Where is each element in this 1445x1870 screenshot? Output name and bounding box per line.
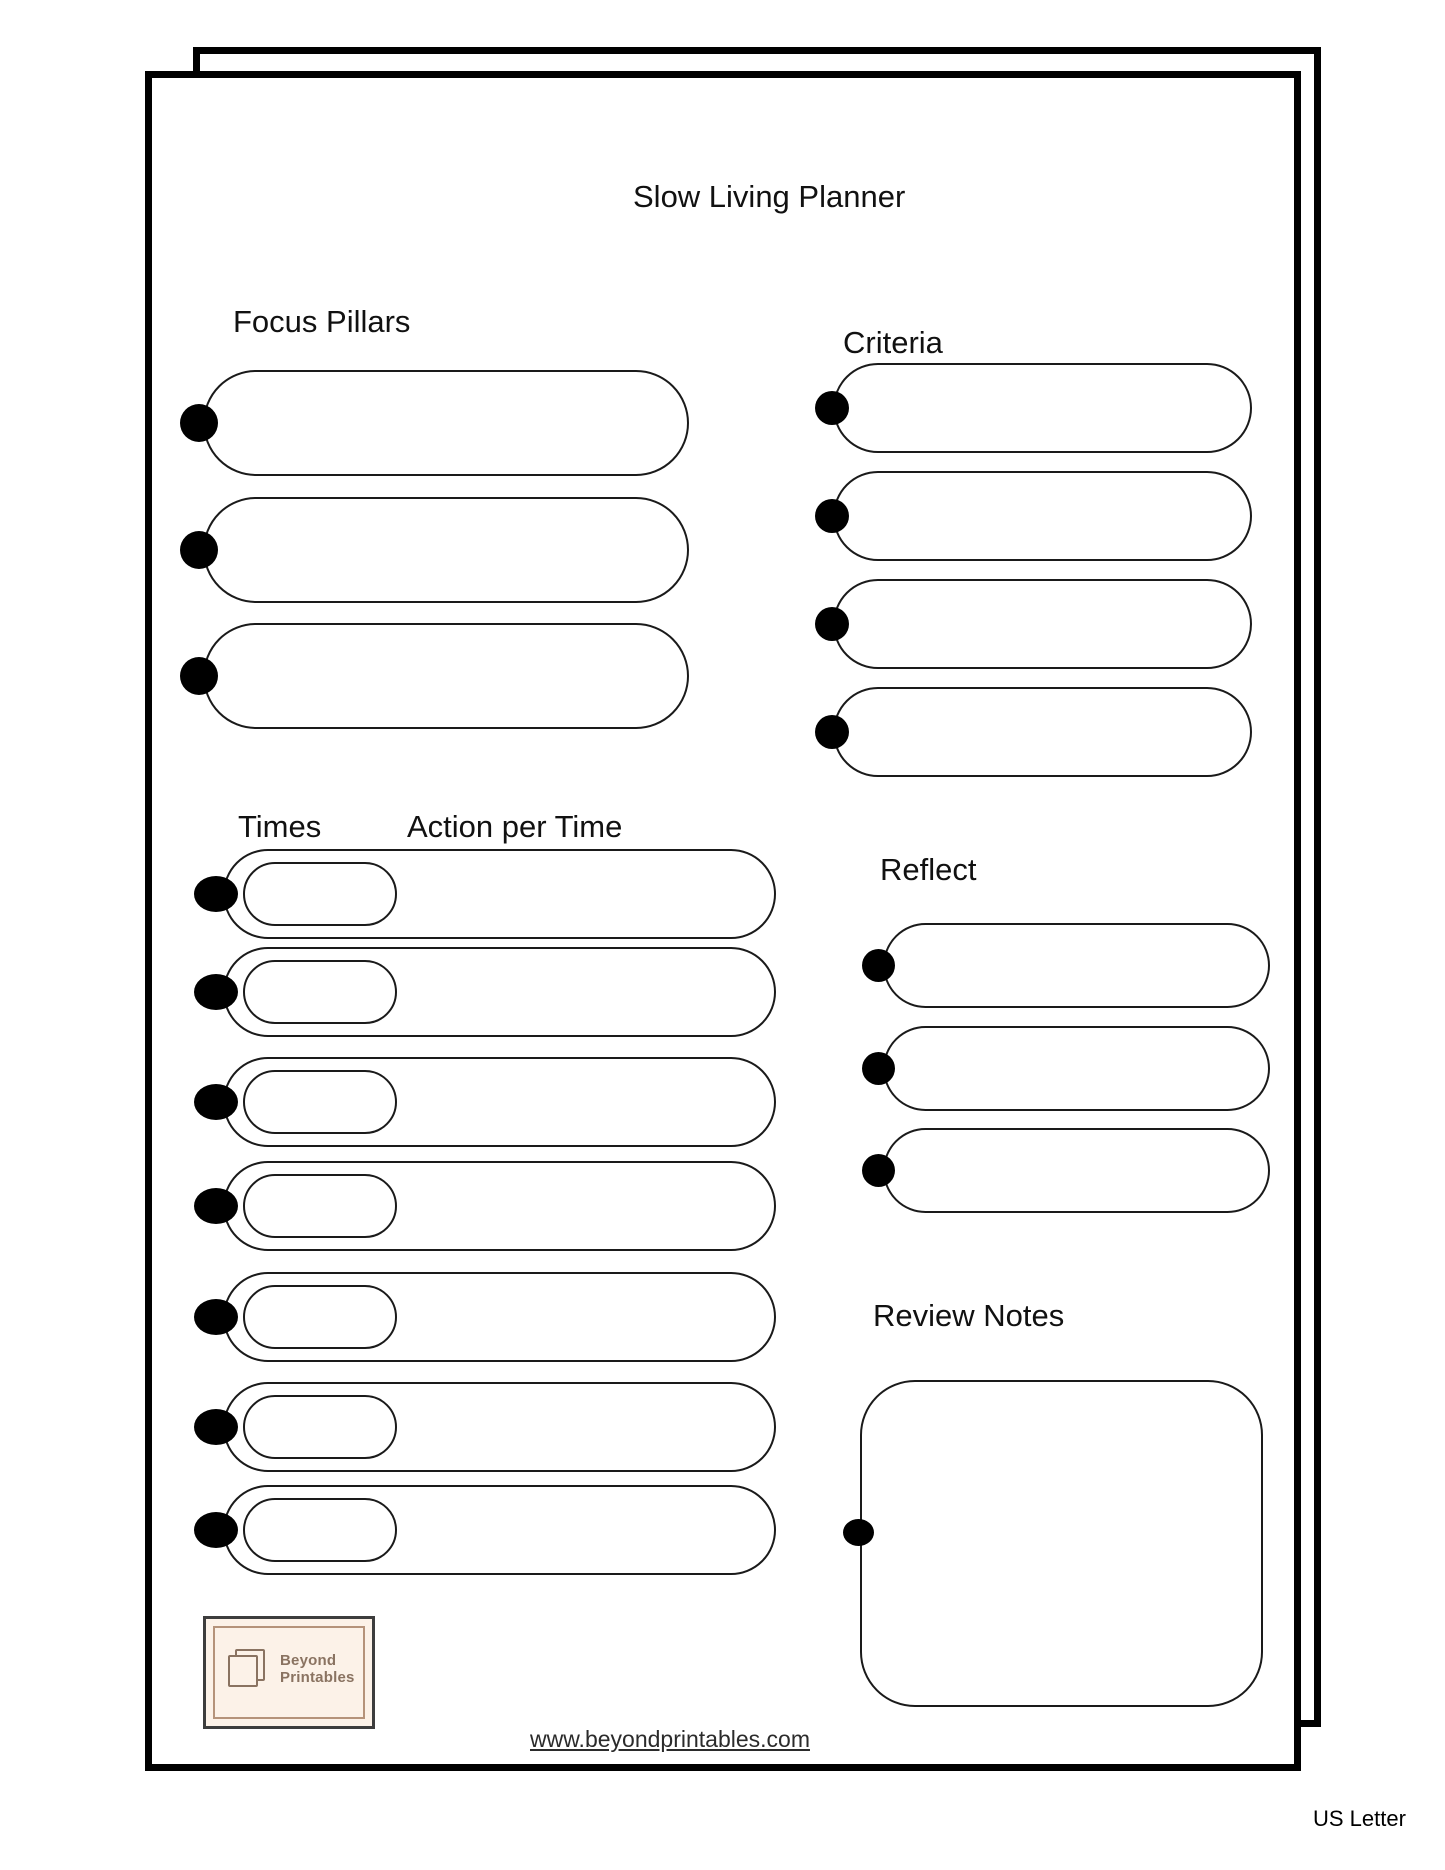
- reflect-field[interactable]: [883, 1026, 1270, 1111]
- time-field[interactable]: [243, 1285, 397, 1349]
- bullet-dot: [180, 531, 218, 569]
- bullet-dot: [194, 1188, 238, 1224]
- bullet-dot: [194, 974, 238, 1010]
- reflect-field[interactable]: [883, 923, 1270, 1008]
- bullet-dot: [815, 715, 849, 749]
- bullet-dot: [180, 657, 218, 695]
- time-field[interactable]: [243, 960, 397, 1024]
- bullet-dot: [194, 1512, 238, 1548]
- section-title-reflect: Reflect: [880, 852, 977, 887]
- criteria-field[interactable]: [833, 687, 1252, 777]
- reflect-field[interactable]: [883, 1128, 1270, 1213]
- bullet-dot: [194, 1084, 238, 1120]
- bullet-dot: [862, 1052, 895, 1085]
- bullet-dot: [815, 607, 849, 641]
- focus-pillar-field[interactable]: [203, 623, 689, 729]
- bullet-dot: [194, 1299, 238, 1335]
- column-header-action-per-time: Action per Time: [407, 809, 623, 844]
- website-link[interactable]: www.beyondprintables.com: [530, 1726, 810, 1752]
- pages-icon: [226, 1649, 270, 1691]
- bullet-dot: [194, 876, 238, 912]
- section-title-review-notes: Review Notes: [873, 1298, 1065, 1333]
- time-field[interactable]: [243, 1174, 397, 1238]
- focus-pillar-field[interactable]: [203, 370, 689, 476]
- bullet-dot: [194, 1409, 238, 1445]
- paper-size-label: US Letter: [1313, 1806, 1406, 1831]
- logo-word-line1: Beyond: [280, 1652, 337, 1670]
- bullet-dot: [843, 1519, 874, 1546]
- bullet-dot: [862, 949, 895, 982]
- criteria-field[interactable]: [833, 363, 1252, 453]
- time-field[interactable]: [243, 1070, 397, 1134]
- time-field[interactable]: [243, 1498, 397, 1562]
- logo-wordmark: [280, 1653, 355, 1687]
- bullet-dot: [815, 391, 849, 425]
- section-title-focus-pillars: Focus Pillars: [233, 304, 411, 339]
- bullet-dot: [862, 1154, 895, 1187]
- time-field[interactable]: [243, 862, 397, 926]
- focus-pillar-field[interactable]: [203, 497, 689, 603]
- page-title: Slow Living Planner: [633, 179, 906, 214]
- bullet-dot: [815, 499, 849, 533]
- criteria-field[interactable]: [833, 579, 1252, 669]
- criteria-field[interactable]: [833, 471, 1252, 561]
- logo-word-line2: Printables: [280, 1669, 355, 1686]
- time-field[interactable]: [243, 1395, 397, 1459]
- bullet-dot: [180, 404, 218, 442]
- review-notes-field[interactable]: [860, 1380, 1263, 1707]
- brand-logo: [203, 1616, 375, 1729]
- section-title-criteria: Criteria: [843, 325, 943, 360]
- column-header-times: Times: [238, 809, 322, 844]
